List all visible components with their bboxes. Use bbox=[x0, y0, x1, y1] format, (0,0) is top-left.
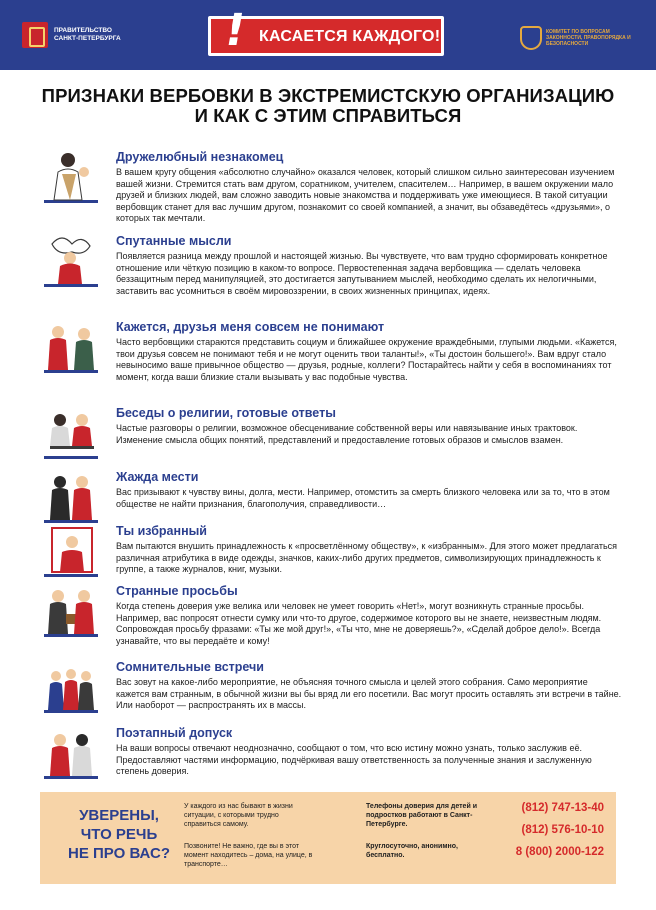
footer-question-line: ЧТО РЕЧЬ bbox=[80, 826, 158, 843]
section-text: На ваши вопросы отвечают неоднозначно, сообщают о том, что всю истину можно узнать, только заслужив её. Предоставляют частями информацию, подчёркивая вашу ответственность за полученные знания и заслуженную степень доверия. bbox=[116, 743, 592, 777]
committee-logo bbox=[520, 26, 636, 50]
hotline-description: Телефоны доверия для детей и подростков работают в Санкт-Петербурге. bbox=[366, 803, 477, 828]
section-title: Поэтапный допуск bbox=[116, 726, 233, 740]
confused-thoughts-illustration-icon bbox=[40, 234, 102, 290]
title-line-1: ПРИЗНАКИ ВЕРБОВКИ В ЭКСТРЕМИСТСКУЮ ОРГАНИЗАЦИЮ bbox=[41, 85, 615, 106]
coat-of-arms-icon bbox=[22, 22, 48, 48]
phone-number[interactable]: (812) 747-13-40 bbox=[521, 802, 604, 814]
section-text: Вас зовут на какое-либо мероприятие, не объясняя точного смысла и целей этого собрания. Само мероприятие кажется вам странным, в обычной жизни вы бы вряд ли его посетили. Вас могут просить оставлять эти встречи в тайне. Или наоборот — распространять их в массы. bbox=[116, 677, 622, 711]
headline-banner bbox=[208, 5, 444, 56]
section-title: Кажется, друзья меня совсем не понимают bbox=[116, 320, 385, 334]
revenge-illustration-icon bbox=[40, 470, 102, 526]
government-name: ПРАВИТЕЛЬСТВО САНКТ-ПЕТЕРБУРГА bbox=[54, 27, 121, 42]
section-title: Странные просьбы bbox=[116, 584, 238, 598]
section-title: Беседы о религии, готовые ответы bbox=[116, 406, 336, 420]
page-title bbox=[20, 86, 636, 126]
footer-question bbox=[54, 806, 184, 863]
exclamation-icon: ! bbox=[220, 5, 250, 56]
section-text: Когда степень доверия уже велика или человек не умеет говорить «Нет!», могут возникнуть странные просьбы. Например, вас попросят отнести сумку или что-то другое, содержимое которого вы не знаете, неизвестным людям. Сопровождая просьбу фразами: «Ты же мой друг!», «Ты что, мне не доверяешь?», «Сделай доброе дело!». Всегда узнавайте, что вы передаёте и кому! bbox=[116, 601, 602, 646]
strange-request-illustration-icon bbox=[40, 584, 102, 640]
section-text: Часто вербовщики стараются представить социум и ближайшее окружение враждебными, глупыми людьми. «Кажется, твои друзья совсем не понимают тебя и не могут оценить твои таланты!», «Ты достоин большего!». Вам вдруг стало невыносимо ваше привычное общество — друзья, родные, коллеги? Постарайтесь найти у себя в воспоминаниях тот момент, когда ваши близкие стали вызывать у вас подобные чувства. bbox=[116, 337, 617, 382]
banner-text: КАСАЕТСЯ КАЖДОГО! bbox=[259, 28, 441, 45]
header-bar bbox=[0, 0, 656, 70]
section-text: В вашем кругу общения «абсолютно случайно» оказался человек, который слишком сильно заинтересован изучением вашей жизни. Стремится стать вам другом, соратником, учителем, спасителем… Например, в вашем окружении мало друзей и близких людей, вам сложно заводить новые знакомства и поддерживать уже имеющиеся. В такой ситуации вербовщик станет для вас лучшим другом, познакомит со своей компанией, а значит, вы обзаведётесь «друзьями», о которых так мечтали. bbox=[116, 167, 615, 224]
gradual-access-illustration-icon bbox=[40, 726, 102, 782]
shield-icon bbox=[520, 26, 542, 50]
section-text: Вас призывают к чувству вины, долга, мести. Например, отомстить за смерть близкого человека или за то, что в этом обществе не найти признания, благополучия, справедливости… bbox=[116, 487, 610, 509]
hotline-hours: Круглосуточно, анонимно, бесплатно. bbox=[366, 843, 458, 859]
phone-number[interactable]: (812) 576-10-10 bbox=[521, 824, 604, 836]
footer-paragraph: Позвоните! Не важно, где вы в этот момент находитесь – дома, на улице, в транспорте… bbox=[184, 843, 313, 868]
suspicious-meeting-illustration-icon bbox=[40, 660, 102, 716]
section-title: Ты избранный bbox=[116, 524, 207, 538]
footer-paragraph: У каждого из нас бывают в жизни ситуации, с которыми трудно справиться самому. bbox=[184, 803, 293, 828]
section-title: Дружелюбный незнакомец bbox=[116, 150, 284, 164]
footer-question-line: НЕ ПРО ВАС? bbox=[68, 845, 170, 862]
religion-talk-illustration-icon bbox=[40, 406, 102, 462]
title-line-2: И КАК С ЭТИМ СПРАВИТЬСЯ bbox=[194, 105, 462, 126]
misunderstood-illustration-icon bbox=[40, 320, 102, 376]
stranger-illustration-icon bbox=[40, 150, 102, 206]
footer-question-line: УВЕРЕНЫ, bbox=[79, 807, 159, 824]
phone-number[interactable]: 8 (800) 2000-122 bbox=[515, 846, 604, 858]
section-text: Частые разговоры о религии, возможное обесценивание собственной веры или навязывание иных трактовок. Изменение смысла общих понятий, представлений и предоставление готовых образов и смыслов взамен. bbox=[116, 423, 578, 445]
section-title: Жажда мести bbox=[116, 470, 199, 484]
government-logo bbox=[22, 22, 134, 48]
section-text: Вам пытаются внушить принадлежность к «просветлённому обществу», к «избранным». Для этого может предлагаться различная атрибутика в виде одежды, значков, каких-либо других предметов, символизирующих принадлежность к группе, а также журналов, книг, музыки. bbox=[116, 541, 618, 575]
chosen-one-illustration-icon bbox=[40, 524, 102, 580]
section-title: Спутанные мысли bbox=[116, 234, 232, 248]
help-footer bbox=[40, 792, 616, 884]
section-title: Сомнительные встречи bbox=[116, 660, 264, 674]
section-text: Появляется разница между прошлой и настоящей жизнью. Вы чувствуете, что вам трудно сформировать конкретное отношение или чёткую позицию в каком-то вопросе. Первостепенная задача вербовщика — сделать человека беззащитным перед манипуляцией, это достигается запутыванием мыслей, необходимо сделать их нелогичными, заставить вас усомниться в своём мировоззрении, в своих жизненных принципах, идеях. bbox=[116, 251, 608, 296]
committee-name: КОМИТЕТ ПО ВОПРОСАМ ЗАКОННОСТИ, ПРАВОПОРЯДКА И БЕЗОПАСНОСТИ bbox=[546, 29, 631, 47]
